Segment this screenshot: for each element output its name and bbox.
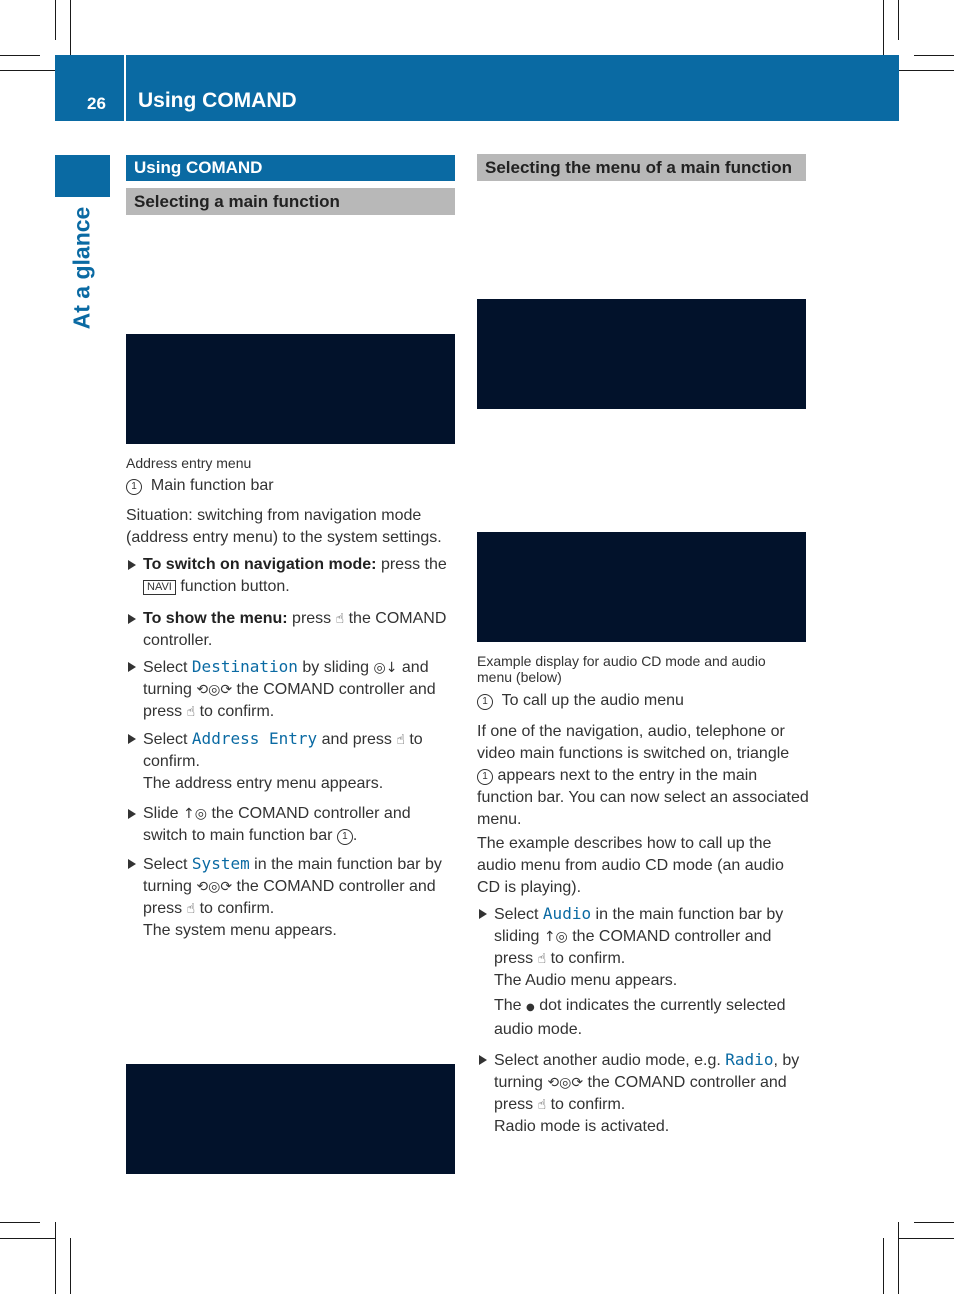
section-title: Using COMAND xyxy=(126,155,455,181)
step-text: to confirm. xyxy=(199,900,275,917)
step-text: in the main function bar by sliding xyxy=(494,906,784,945)
step-text: the COMAND controller and press xyxy=(143,681,436,720)
crop-mark xyxy=(898,1238,954,1239)
step-arrow-icon xyxy=(128,809,136,819)
step-text: the COMAND controller and press xyxy=(143,878,436,917)
step-text: to confirm. xyxy=(550,1096,626,1113)
navi-button-icon: NAVI xyxy=(143,580,176,595)
menu-item-system: System xyxy=(191,854,250,873)
step-arrow-icon xyxy=(479,909,487,919)
callout-number: 1 xyxy=(337,829,353,845)
press-icon: ☝ xyxy=(186,901,196,917)
step-text: to confirm. xyxy=(143,731,423,770)
paragraph: The example describes how to call up the audio menu from audio CD mode (an audio CD is playing). xyxy=(477,835,784,896)
slide-up-icon: ↑◎ xyxy=(183,806,207,822)
step-arrow-icon xyxy=(479,1055,487,1065)
step-text: the COMAND controller and press xyxy=(494,1074,787,1113)
step-text: The xyxy=(494,997,522,1014)
step-bold: To show the menu: xyxy=(143,610,288,627)
paragraph-text: appears next to the entry in the main function bar. You can now select an associated menu. xyxy=(477,767,809,828)
crop-mark xyxy=(0,1238,56,1239)
crop-mark xyxy=(898,70,954,71)
slide-up-icon: ↑◎ xyxy=(543,929,568,945)
subsection-title: Selecting a main function xyxy=(126,188,455,215)
crop-mark xyxy=(914,1222,954,1223)
instruction-step xyxy=(126,728,458,795)
step-text: Select xyxy=(494,906,539,923)
slide-down-icon: ◎↓ xyxy=(373,660,398,676)
step-text: dot indicates the currently selected audio mode. xyxy=(494,997,786,1038)
press-icon: ☝ xyxy=(537,951,547,967)
menu-item-audio: Audio xyxy=(542,904,592,923)
figure-caption: Address entry menu xyxy=(126,455,252,471)
step-result: Radio mode is activated. xyxy=(494,1118,670,1135)
page-number: 26 xyxy=(87,94,106,113)
crop-mark xyxy=(898,0,899,40)
dot-icon: ● xyxy=(526,1002,535,1013)
side-tab xyxy=(55,155,110,197)
crop-mark xyxy=(70,1238,71,1294)
turn-icon: ⟲◎⟳ xyxy=(196,879,233,895)
header-divider xyxy=(124,55,126,121)
step-text: and turning xyxy=(143,659,429,698)
instruction-step xyxy=(477,903,809,1041)
turn-icon: ⟲◎⟳ xyxy=(196,682,233,698)
instruction-step xyxy=(126,803,458,847)
crop-mark xyxy=(55,1222,56,1294)
press-icon: ☝ xyxy=(396,732,405,748)
figure-caption: Example display for audio CD mode and audio menu (below) xyxy=(477,653,766,685)
callout-number: 1 xyxy=(477,694,493,710)
step-text: and press xyxy=(321,731,392,748)
step-result: The Audio menu appears. xyxy=(494,972,678,989)
step-bold: To switch on navigation mode: xyxy=(143,556,377,573)
legend-text: To call up the audio menu xyxy=(501,692,684,709)
crop-mark xyxy=(914,55,954,56)
step-text: Select xyxy=(143,731,188,748)
crop-mark xyxy=(883,0,884,56)
header-title: Using COMAND xyxy=(138,89,297,112)
legend-text: Main function bar xyxy=(150,477,274,494)
step-arrow-icon xyxy=(128,614,136,624)
step-text: the COMAND controller and press xyxy=(494,928,772,967)
screen-image-audio-menu xyxy=(477,532,806,642)
step-text: the COMAND controller. xyxy=(143,610,447,649)
step-text: press xyxy=(292,610,332,627)
crop-mark xyxy=(70,0,71,56)
figure-legend xyxy=(477,690,806,712)
subsection-title: Selecting the menu of a main function xyxy=(477,154,806,181)
crop-mark xyxy=(883,1238,884,1294)
callout-number: 1 xyxy=(477,769,493,785)
step-text: function button. xyxy=(180,578,290,595)
instruction-step xyxy=(126,554,458,598)
press-icon: ☝ xyxy=(335,611,345,627)
crop-mark xyxy=(55,0,56,40)
callout-number: 1 xyxy=(126,479,142,495)
crop-mark xyxy=(898,1222,899,1294)
step-arrow-icon xyxy=(128,560,136,570)
press-icon: ☝ xyxy=(186,704,196,720)
step-arrow-icon xyxy=(128,859,136,869)
step-text: to confirm. xyxy=(550,950,626,967)
step-text: by sliding xyxy=(302,659,370,676)
paragraph-text: If one of the navigation, audio, telephone or video main functions is switched on, triangle xyxy=(477,723,790,762)
crop-mark xyxy=(0,1222,40,1223)
step-result: The address entry menu appears. xyxy=(143,775,384,792)
step-text: . xyxy=(352,827,358,844)
menu-item-radio: Radio xyxy=(725,1050,774,1069)
step-text: Select xyxy=(143,856,188,873)
crop-mark xyxy=(0,55,40,56)
step-text: to confirm. xyxy=(199,703,275,720)
turn-icon: ⟲◎⟳ xyxy=(547,1075,584,1091)
step-text: Select another audio mode, e.g. xyxy=(494,1052,721,1069)
step-arrow-icon xyxy=(128,662,136,672)
step-text: press the xyxy=(380,556,447,573)
step-text: , by turning xyxy=(494,1052,800,1091)
side-label: At a glance xyxy=(68,206,95,330)
instruction-step xyxy=(126,656,458,723)
figure-legend xyxy=(126,475,455,497)
menu-item-address-entry: Address Entry xyxy=(191,729,318,748)
step-text: the COMAND controller and switch to main function bar xyxy=(143,805,411,844)
step-result: The system menu appears. xyxy=(143,922,337,939)
step-text: in the main function bar by turning xyxy=(143,856,442,895)
press-icon: ☝ xyxy=(537,1097,547,1113)
step-text: Select xyxy=(143,659,188,676)
screen-image-audio-cd xyxy=(477,299,806,409)
step-arrow-icon xyxy=(128,734,136,744)
crop-mark xyxy=(0,70,56,71)
screen-image-address-entry xyxy=(126,334,455,444)
situation-text: Situation: switching from navigation mode (address entry menu) to the system settings. xyxy=(126,507,442,546)
menu-item-destination: Destination xyxy=(191,657,298,676)
instruction-step xyxy=(477,1049,809,1138)
screen-image-system-menu xyxy=(126,1064,455,1174)
paragraph xyxy=(477,721,809,831)
instruction-step xyxy=(126,608,458,652)
step-text: Slide xyxy=(143,805,179,822)
instruction-step xyxy=(126,853,458,942)
